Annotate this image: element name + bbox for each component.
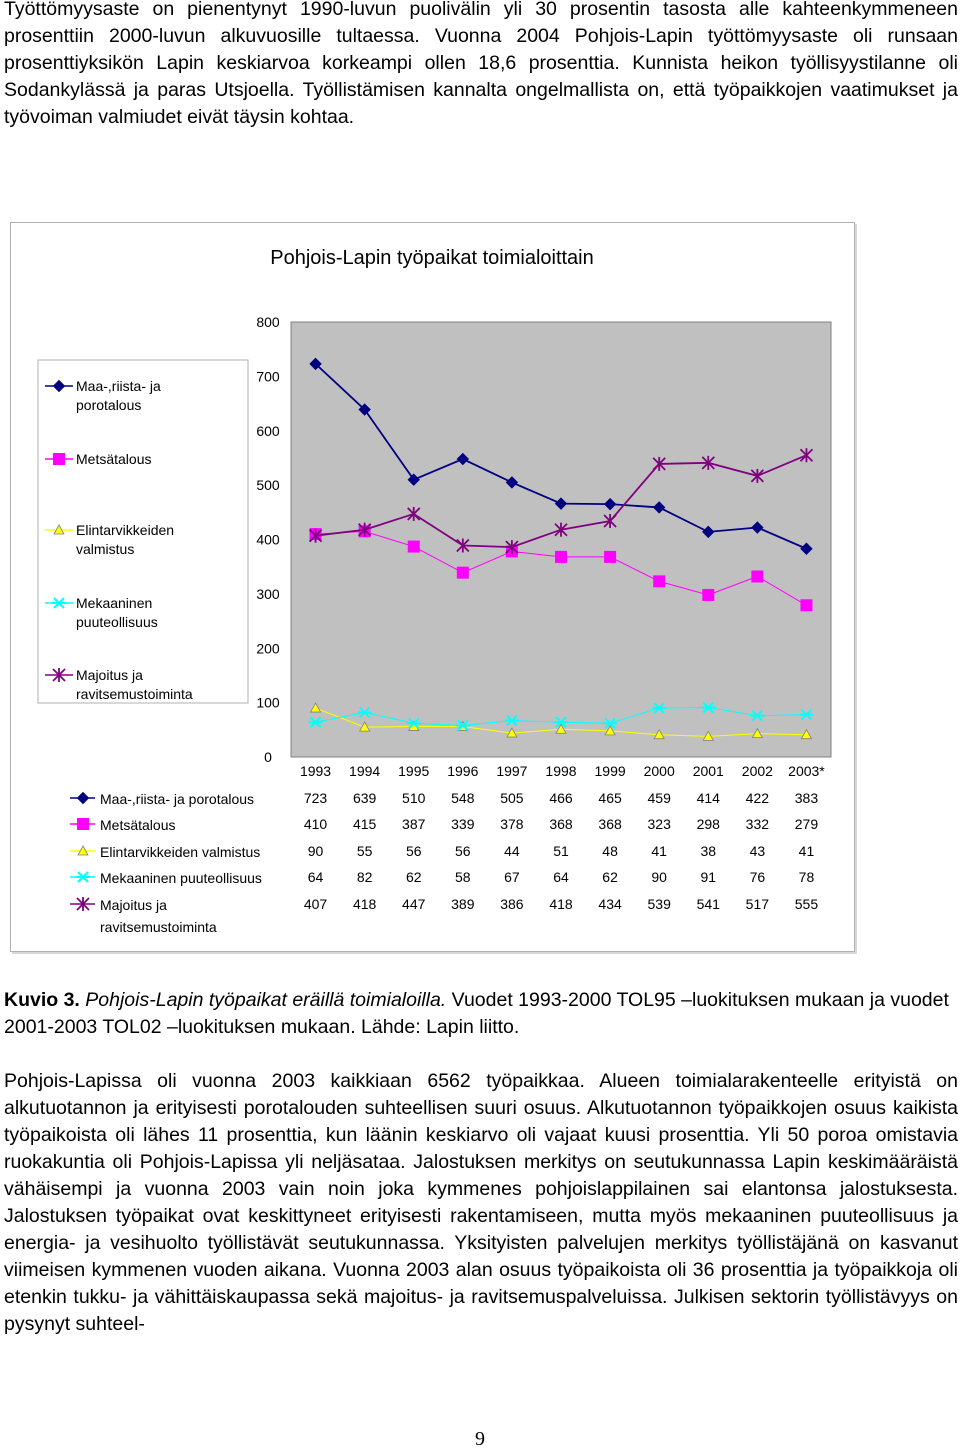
x-tick-label: 1995 [398,763,430,779]
table-cell-value: 539 [647,896,671,912]
legend-label: puuteollisuus [76,614,158,630]
x-tick-label: 1999 [594,763,626,779]
table-cell-value: 418 [352,896,377,912]
data-point-marker [408,541,419,552]
table-cell-value: 76 [749,869,766,885]
data-point-marker [752,571,763,582]
table-cell-value: 62 [405,869,422,885]
x-tick-label: 1993 [299,763,332,779]
table-cell-value: 62 [602,869,618,885]
table-cell-value: 90 [307,843,324,859]
data-point-marker [801,600,812,611]
y-tick-label: 800 [256,314,280,330]
table-cell-value: 38 [700,843,717,859]
x-tick-label: 2002 [741,763,773,779]
x-tick-label: 1997 [496,763,528,779]
x-tick-label: 1994 [349,763,381,779]
table-cell-value: 67 [504,869,520,885]
legend-label: porotalous [76,397,142,413]
legend-label: Maa-,riista- ja [76,378,161,394]
table-row-label: Maa-,riista- ja porotalous [100,791,255,807]
table-cell-value: 44 [504,843,520,859]
legend-label: Metsätalous [76,451,152,467]
data-point-marker [457,567,468,578]
y-tick-label: 200 [256,640,280,657]
y-tick-label: 300 [256,585,280,602]
table-cell-value: 389 [451,896,475,912]
table-cell-value: 332 [745,816,770,832]
caption-source: Vuodet 1993-2000 TOL95 –luokituksen mukaan ja vuodet 2001-2003 TOL02 –luokituksen mukaan. Lähde: Lapin liitto. [4,989,949,1038]
y-tick-label: 100 [256,694,280,711]
table-cell-value: 78 [798,869,815,885]
table-cell-value: 639 [352,790,377,806]
table-cell-value: 298 [696,816,720,832]
table-cell-value: 64 [553,869,569,885]
table-cell-value: 48 [602,843,618,859]
table-cell-value: 91 [700,869,717,885]
legend-label: Mekaaninen [76,595,153,611]
table-cell-value: 459 [647,790,671,806]
table-cell-value: 415 [352,816,377,832]
table-row-label: ravitsemustoiminta [100,919,217,935]
table-cell-value: 64 [307,869,324,885]
table-cell-value: 465 [598,790,622,806]
table-row-marker [78,793,89,804]
figure-caption [4,987,958,1041]
y-tick-label: 400 [256,531,280,548]
data-point-marker [556,551,567,562]
table-cell-value: 447 [402,896,426,912]
table-cell-value: 339 [451,816,475,832]
table-cell-value: 510 [402,790,426,806]
table-cell-value: 434 [598,896,622,912]
table-cell-value: 58 [455,869,471,885]
table-cell-value: 422 [745,790,770,806]
y-tick-label: 0 [264,749,272,765]
x-tick-label: 2003* [788,763,825,779]
table-cell-value: 279 [794,816,819,832]
table-cell-value: 41 [651,843,667,859]
y-tick-label: 500 [256,477,280,494]
table-cell-value: 378 [500,816,524,832]
table-cell-value: 466 [549,790,573,806]
table-cell-value: 368 [549,816,573,832]
intro-paragraph: Työttömyysaste on pienentynyt 1990-luvun puolivälin yli 30 prosentin tasosta alle kahteenkymmeneen prosenttiin 2000-luvun alkuvuosille tultaessa. Vuonna 2004 Pohjois-Lapin työttömyysaste oli runsaan prosenttiyksikön Lapin keskiarvoa korkeampi ollen 18,6 prosenttia. Kunnista heikon työllisyystilanne oli Sodankylässä ja paras Utsjoella. Työllistämisen kannalta ongelmallista on, että työpaikkojen vaatimukset ja työvoiman valmiudet eivät täysin kohtaa. [4,0,958,128]
table-cell-value: 548 [451,790,475,806]
table-row-label: Mekaaninen puuteollisuus [100,870,262,886]
x-tick-label: 1996 [447,763,479,779]
table-row-marker [78,819,89,830]
table-row-marker [76,872,90,882]
table-cell-value: 723 [303,790,328,806]
data-point-marker [605,551,616,562]
table-cell-value: 43 [749,843,766,859]
page-number: 9 [475,1428,485,1450]
table-cell-value: 90 [651,869,667,885]
table-cell-value: 323 [647,816,671,832]
table-cell-value: 418 [549,896,573,912]
legend-label: Majoitus ja [76,667,143,683]
table-cell-value: 555 [794,896,819,912]
table-cell-value: 386 [500,896,524,912]
y-tick-label: 600 [256,422,280,439]
table-row-label: Majoitus ja [100,897,167,913]
table-cell-value: 82 [356,869,373,885]
chart-title: Pohjois-Lapin työpaikat toimialoittain [270,247,594,269]
x-tick-label: 2001 [692,763,724,779]
x-tick-label: 1998 [545,763,577,779]
table-cell-value: 51 [553,843,569,859]
x-tick-label: 2000 [643,763,675,779]
table-cell-value: 383 [794,790,819,806]
y-tick-label: 700 [256,368,280,385]
table-cell-value: 407 [303,896,328,912]
table-cell-value: 505 [500,790,524,806]
data-point-marker [703,589,714,600]
legend-label: valmistus [76,541,135,557]
table-row-label: Metsätalous [100,817,176,833]
data-point-marker [654,576,665,587]
table-cell-value: 414 [696,790,720,806]
body-paragraph: Pohjois-Lapissa oli vuonna 2003 kaikkiaan 6562 työpaikkaa. Alueen toimialarakenteelle erityistä on alkutuotannon ja erityisesti porotalouden suhteellisen suuri osuus. Alkutuotannon työpaikkojen osuus kaikista työpaikoista oli lähes 11 prosenttia, kun läänin keskiarvo oli vajaat kuusi prosenttia. Yli 50 poroa omistavia ruokakuntia oli Pohjois-Lapissa yli neljäsataa. Jalostuksen merkitys on seutukunnassa Lapin keskimääräistä vähäisempi ja vuonna 2003 vain noin joka kymmenes pohjoislappilainen sai elantonsa jalostuksesta. Jalostuksen työpaikat ovat keskittyneet erityisesti rakentamiseen, mutta myös mekaaninen puuteollisuus ja energia- ja vesihuolto työllistävät seutukunnassa. Yksityisten palvelujen merkitys työllistäjänä on kasvanut viimeisen kymmenen vuoden aikana. Vuonna 2003 alan osuus työpaikoista oli 36 prosenttia ja työpaikkoja oli etenkin tukku- ja vähittäiskaupassa sekä majoitus- ja ravitsemuspalveluissa. Julkisen sektorin työllistävyys on pysynyt suhteel- [4,1070,958,1335]
table-cell-value: 56 [455,843,471,859]
legend-marker [54,454,65,465]
chart-frame [10,222,855,952]
legend-label: ravitsemustoiminta [76,686,193,702]
table-cell-value: 41 [798,843,815,859]
caption-label: Kuvio 3. [4,989,80,1011]
plot-area [291,322,831,757]
table-cell-value: 387 [402,816,426,832]
table-cell-value: 541 [696,896,720,912]
table-cell-value: 56 [405,843,422,859]
table-cell-value: 55 [356,843,373,859]
table-cell-value: 517 [745,896,770,912]
legend-label: Elintarvikkeiden [76,522,175,538]
table-row-label: Elintarvikkeiden valmistus [100,844,261,860]
table-cell-value: 368 [598,816,622,832]
line-chart [11,223,854,951]
table-cell-value: 410 [303,816,328,832]
caption-title: Pohjois-Lapin työpaikat eräillä toimialoilla. [85,989,447,1011]
